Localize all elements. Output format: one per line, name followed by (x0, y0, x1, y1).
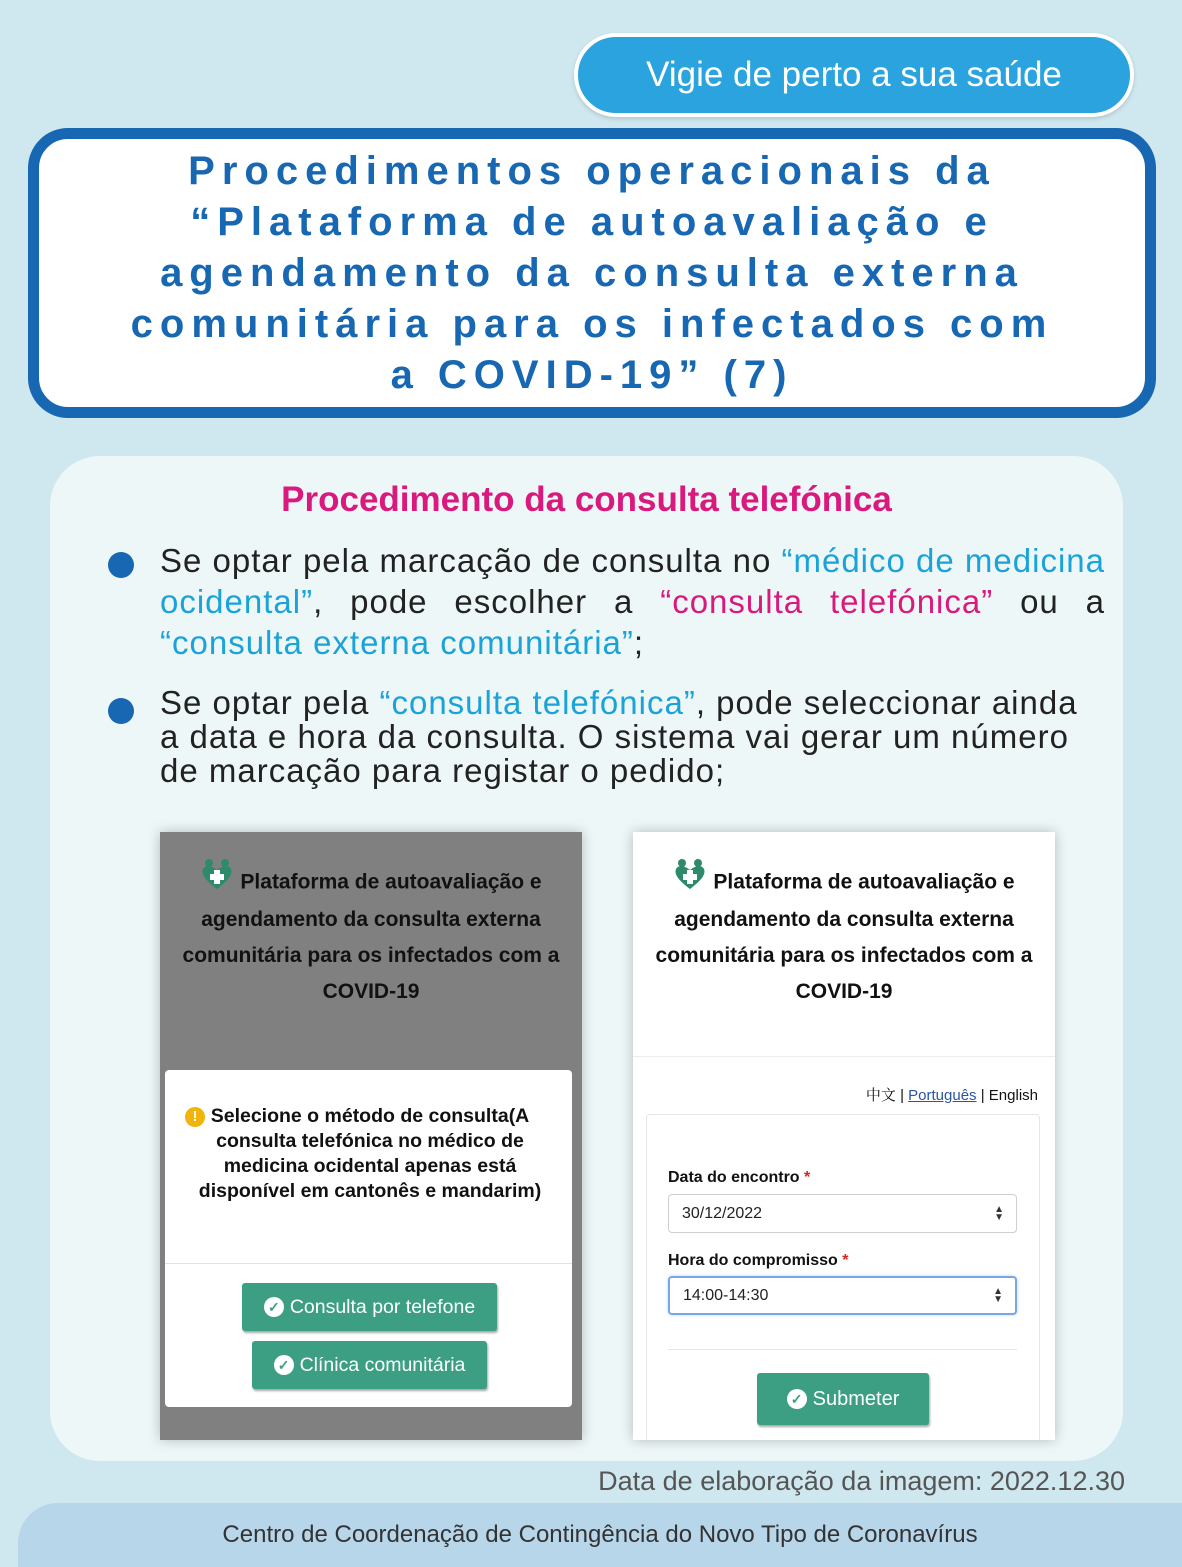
heart-cross-logo-icon (200, 858, 234, 902)
app-title-rest: agendamento da consulta externa comunitária para os infectados com a COVID-19 (182, 908, 560, 1003)
lang-separator: | (976, 1087, 989, 1104)
time-label (668, 1252, 849, 1270)
bullet-text: , pode seleccionar ainda a data e hora da consulta. O sistema vai gerar um número de marcação para registar o pedido; (160, 684, 1078, 789)
modal-divider (165, 1263, 572, 1264)
check-circle-icon: ✓ (264, 1297, 284, 1317)
lang-separator: | (895, 1087, 909, 1104)
content-card (50, 456, 1123, 1461)
lang-pt-link[interactable]: Português (908, 1087, 977, 1104)
app-title-line1: Plataforma de autoavaliação e (240, 870, 542, 894)
bullet-item-2 (160, 686, 1105, 788)
warning-icon: ! (185, 1107, 205, 1127)
phone-consult-button[interactable] (242, 1283, 497, 1331)
app-title-rest: agendamento da consulta externa comunitária para os infectados com a COVID-19 (655, 908, 1033, 1003)
time-select[interactable] (668, 1276, 1017, 1315)
bullet-dot-icon (108, 552, 134, 578)
bullet-text: , pode escolher a (313, 583, 661, 620)
footer-bar (18, 1503, 1182, 1567)
phone-consult-label: Consulta por telefone (289, 1295, 476, 1318)
highlight-text: “consulta telefónica” (660, 583, 994, 620)
community-clinic-button[interactable] (252, 1341, 487, 1389)
time-label-text: Hora do compromisso (668, 1252, 838, 1269)
schedule-form (646, 1114, 1040, 1440)
method-modal (165, 1070, 572, 1407)
date-label-text: Data do encontro (668, 1169, 800, 1186)
screenshot-method-selection (160, 832, 582, 1440)
date-select[interactable] (668, 1194, 1017, 1233)
bullet-text: ; (633, 624, 645, 661)
select-arrows-icon: ▲ ▼ (994, 1203, 1004, 1223)
submit-label: Submeter (812, 1387, 900, 1410)
required-mark: * (842, 1252, 849, 1269)
modal-message (185, 1104, 555, 1204)
highlight-text: “consulta externa comunitária” (160, 624, 634, 661)
creation-date-note: Data de elaboração da imagem: 2022.12.30 (598, 1466, 1125, 1496)
footer-text: Centro de Coordenação de Contingência do Novo Tipo de Coronavírus (222, 1521, 978, 1548)
select-arrows-icon: ▲ ▼ (993, 1285, 1003, 1305)
heart-cross-logo-icon (673, 858, 707, 902)
lang-zh-link[interactable]: 中文 (865, 1087, 896, 1104)
submit-button[interactable] (757, 1373, 929, 1425)
bullet-text: Se optar pela marcação de consulta no (160, 542, 782, 579)
date-select-value: 30/12/2022 (682, 1204, 763, 1222)
highlight-text: “médico de medicina ocidental” (160, 542, 1105, 620)
screenshot-schedule-form (633, 832, 1055, 1440)
section-heading: Procedimento da consulta telefónica (281, 480, 892, 519)
tagline-pill: Vigie de perto a sua saúde (574, 33, 1134, 117)
time-select-value: 14:00-14:30 (683, 1286, 769, 1304)
lang-en-link[interactable]: English (988, 1087, 1038, 1104)
app-header (633, 864, 1055, 1010)
language-switcher (866, 1084, 1038, 1105)
bullet-dot-icon (108, 698, 134, 724)
date-label (668, 1169, 810, 1187)
title-box (28, 128, 1156, 418)
bullet-item-1 (160, 540, 1105, 663)
modal-message-text: Selecione o método de consulta(A consulta telefónica no médico de medicina ocidental apenas está disponível em cantonês e mandarim) (198, 1105, 542, 1202)
form-divider (668, 1349, 1017, 1350)
bullet-text: Se optar pela (160, 684, 380, 721)
page-title: Procedimentos operacionais da “Plataforma de autoavaliação e agendamento da consulta externa comunitária para os infectados com a COVID-19” (7) (130, 148, 1054, 397)
bullet-text: ou a (993, 583, 1105, 620)
header-divider (633, 1056, 1055, 1057)
required-mark: * (804, 1169, 811, 1186)
community-clinic-label: Clínica comunitária (299, 1353, 466, 1376)
check-circle-icon: ✓ (787, 1389, 807, 1409)
app-title-line1: Plataforma de autoavaliação e (713, 870, 1015, 894)
check-circle-icon: ✓ (274, 1355, 294, 1375)
highlight-text: “consulta telefónica” (379, 684, 696, 721)
app-header (160, 864, 582, 1010)
